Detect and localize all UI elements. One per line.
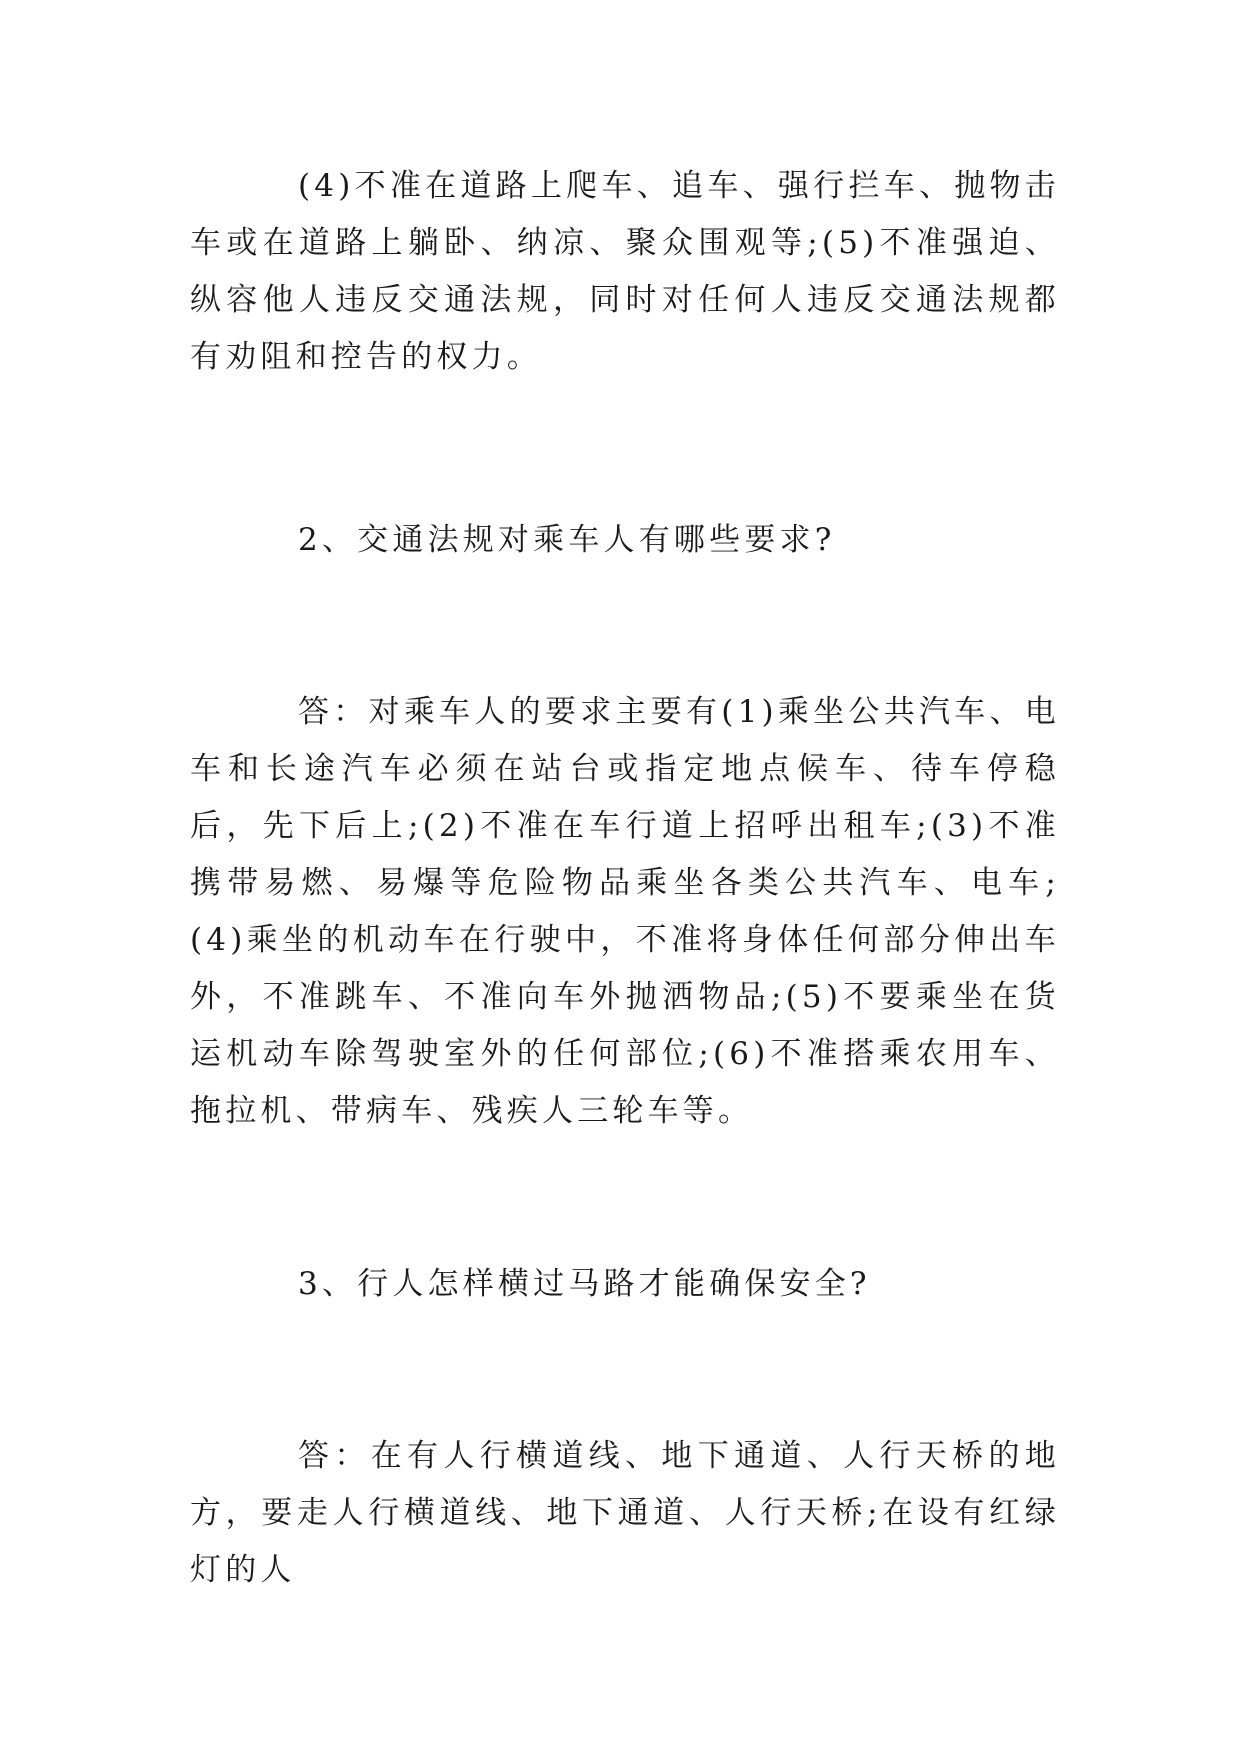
question-3-heading: 3、行人怎样横过马路才能确保安全? bbox=[298, 1266, 871, 1302]
question-2-heading: 2、交通法规对乘车人有哪些要求? bbox=[298, 522, 836, 558]
paragraph-pedestrian-rules-continued: (4)不准在道路上爬车、追车、强行拦车、抛物击车或在道路上躺卧、纳凉、聚众围观等;(5)不准强迫、纵容他人违反交通法规，同时对任何人违反交通法规都有劝阻和控告的权力。 bbox=[190, 168, 1060, 375]
answer-3-paragraph: 答：在有人行横道线、地下通道、人行天桥的地方，要走人行横道线、地下通道、人行天桥;在设有红绿灯的人 bbox=[190, 1438, 1060, 1588]
answer-2-paragraph: 答：对乘车人的要求主要有(1)乘坐公共汽车、电车和长途汽车必须在站台或指定地点候车、待车停稳后，先下后上;(2)不准在车行道上招呼出租车;(3)不准携带易燃、易爆等危险物品乘坐各类公共汽车、电车;(4)乘坐的机动车在行驶中，不准将身体任何部分伸出车外，不准跳车、不准向车外抛洒物品;(5)不要乘坐在货运机动车除驾驶室外的任何部位;(6)不准搭乘农用车、拖拉机、带病车、残疾人三轮车等。 bbox=[190, 694, 1060, 1129]
